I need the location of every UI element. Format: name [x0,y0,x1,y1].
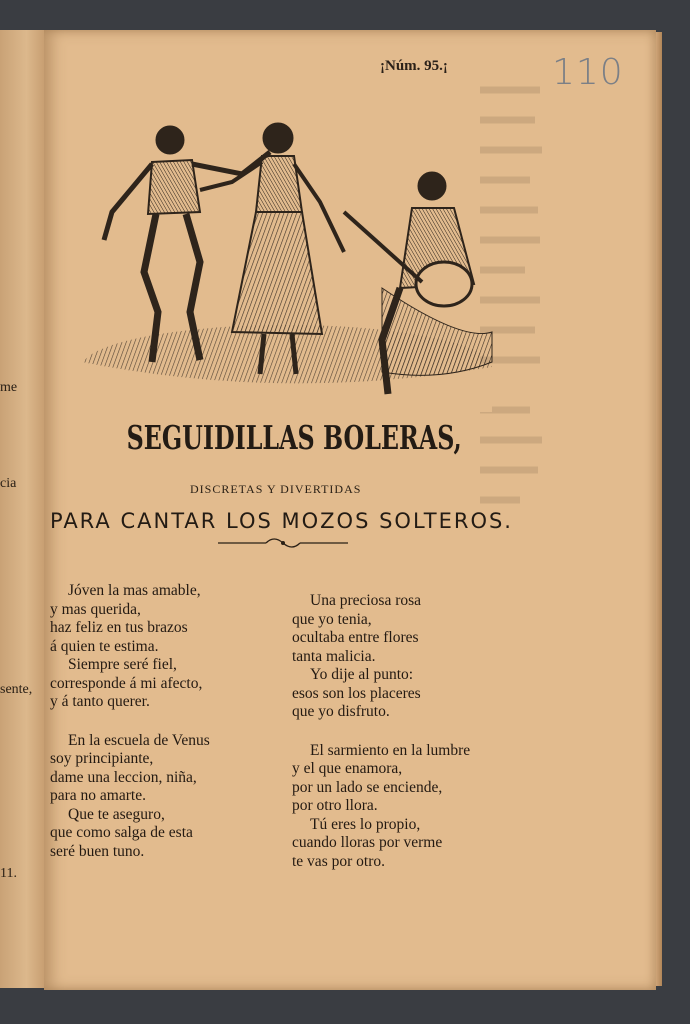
verse-column-right [292,592,470,871]
verse-line: y á tanto querer. [50,693,150,710]
main-title: SEGUIDILLAS BOLERAS, [126,418,462,457]
verse-line: para no amarte. [50,787,146,804]
verse-line: por un lado se enciende, [292,778,443,796]
left-page-fragment: 11. [0,866,17,881]
verse-line: que como salga de esta [50,824,193,841]
issue-number: ¡Núm. 95.¡ [380,58,448,74]
verse-line: por otro llora. [292,797,378,814]
verse-line: corresponde á mi afecto, [50,674,203,692]
headline: PARA CANTAR LOS MOZOS SOLTEROS. [50,509,513,533]
subtitle: DISCRETAS Y DIVERTIDAS [190,482,362,496]
verse-line: que yo disfruto. [292,703,390,720]
verse-line: Jóven la mas amable, [68,582,201,599]
verse-line: tanta malicia. [292,647,376,665]
verse-line: y mas querida, [50,600,141,618]
verse-column-left [50,582,210,861]
ornamental-divider [218,536,348,550]
verse-line: á quien te estima. [50,637,159,655]
verse-line: soy principiante, [50,750,154,767]
left-page-edge [0,30,45,988]
left-page-fragment: cia [0,476,17,491]
verse-line: Una preciosa rosa [310,592,422,609]
verse-line: esos son los placeres [292,684,421,702]
woodcut-dancers-illustration [82,112,502,412]
verse-line: ocultaba entre flores [292,629,419,646]
page-edge [656,32,662,986]
verse-line: te vas por otro. [292,852,385,870]
verse-line: Siempre seré fiel, [68,656,177,673]
verse-line: y el que enamora, [292,760,403,777]
verse-line: Yo dije al punto: [310,666,414,683]
verse-line: seré buen tuno. [50,842,145,860]
verse-line: que yo tenia, [292,610,372,628]
verse-line: haz feliz en tus brazos [50,619,188,636]
handwritten-folio-number: 110 [552,52,624,93]
verse-line: Que te aseguro, [68,805,165,823]
left-page-fragment: me [0,380,18,395]
verse-line: cuando lloras por verme [292,834,443,851]
left-page-fragment: sente, [0,682,33,697]
verse-line: Tú eres lo propio, [310,815,421,833]
verse-line: En la escuela de Venus [68,731,210,749]
verse-line: dame una leccion, niña, [50,768,197,786]
verse-line: El sarmiento en la lumbre [310,741,471,759]
